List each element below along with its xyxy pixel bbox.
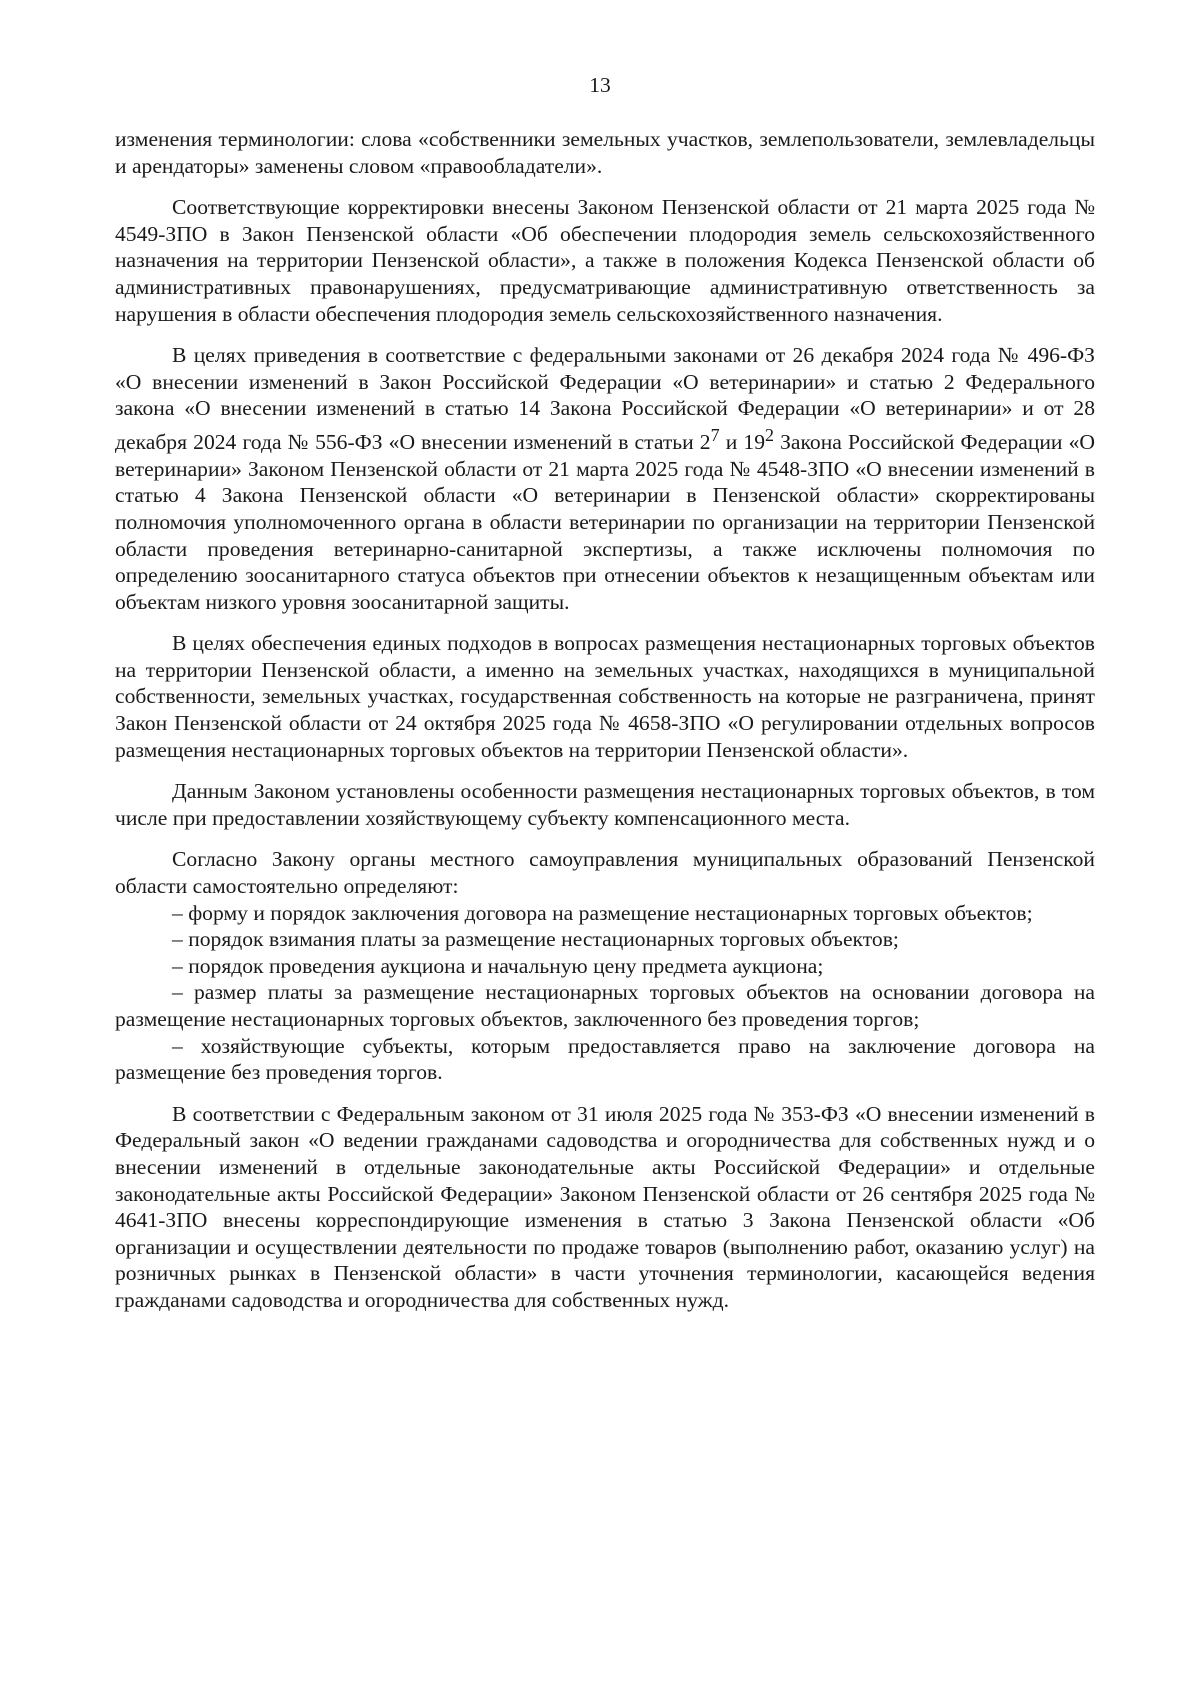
veterinary-text-part-3: Закона Российской Федерации «О ветеринарии» Законом Пензенской области от 21 марта 2025 года № 4548-ЗПО «О внесении изменений в статью 4 Закона Пензенской области «О ветеринарии в Пензенской области» скорректированы полномочия уполномоченного органа в области ветеринарии по организации на территории Пензенской области проведения ветеринарно-санитарной экспертизы, а также исключены полномочия по определению зоосанитарного статуса объектов при отнесении объектов к незащищенным объектам или объектам низкого уровня зоосанитарной защиты. — [115, 430, 1095, 614]
list-item: – размер платы за размещение нестационарных торговых объектов на основании договора на размещение нестационарных торговых объектов, заключенного без проведения торгов; — [115, 980, 1095, 1031]
paragraph-gardening-law: В соответствии с Федеральным законом от 31 июля 2025 года № 353-ФЗ «О внесении изменений в Федеральный закон «О ведении гражданами садоводства и огородничества для собственных нужд и о внесении изменений в отдельные законодательные акты Российской Федерации» и отдельные законодательные акты Российской Федерации» Законом Пензенской области от 26 сентября 2025 года № 4641-ЗПО внесены корреспондирующие изменения в статью 3 Закона Пензенской области «Об организации и осуществлении деятельности по продаже товаров (выполнению работ, оказанию услуг) на розничных рынках в Пензенской области» в части уточнения терминологии, касающейся ведения гражданами садоводства и огородничества для собственных нужд. — [115, 1101, 1095, 1312]
list-item: – порядок взимания платы за размещение нестационарных торговых объектов; — [172, 927, 899, 952]
paragraph-veterinary-law — [115, 342, 1095, 615]
list-item: – порядок проведения аукциона и начальную цену предмета аукциона; — [172, 953, 824, 978]
document-body — [115, 126, 1095, 1329]
paragraph-nonstationary-objects-law: В целях обеспечения единых подходов в вопросах размещения нестационарных торговых объектов на территории Пензенской области, а именно на земельных участках, находящихся в муниципальной собственности, земельных участках, государственная собственность на которые не разграничена, принят Закон Пензенской области от 24 октября 2025 года № 4658-ЗПО «О регулировании отдельных вопросов размещения нестационарных торговых объектов на территории Пензенской области». — [115, 631, 1095, 762]
superscript-7: 7 — [710, 424, 720, 445]
paragraph-continuation: изменения терминологии: слова «собственники земельных участков, землепользователи, землевладельцы и арендаторы» заменены словом «правообладатели». — [115, 127, 1095, 178]
paragraph-law-features: Данным Законом установлены особенности размещения нестационарных торговых объектов, в том числе при предоставлении хозяйствующему субъекту компенсационного места. — [115, 779, 1095, 830]
paragraph-soil-fertility-law: Соответствующие корректировки внесены Законом Пензенской области от 21 марта 2025 года № 4549-ЗПО в Закон Пензенской области «Об обеспечении плодородия земель сельскохозяйственного назначения на территории Пензенской области», а также в положения Кодекса Пензенской области об административных правонарушениях, предусматривающие административную ответственность за нарушения в области обеспечения плодородия земель сельскохозяйственного назначения. — [115, 195, 1095, 326]
list-item: – хозяйствующие субъекты, которым предоставляется право на заключение договора на размещение без проведения торгов. — [115, 1033, 1095, 1085]
list-item: – форму и порядок заключения договора на размещение нестационарных торговых объектов; — [172, 900, 1033, 925]
veterinary-text-part-2: и 19 — [719, 430, 765, 455]
paragraph-local-authorities: Согласно Закону органы местного самоуправления муниципальных образований Пензенской области самостоятельно определяют: — [115, 847, 1095, 899]
superscript-2: 2 — [765, 424, 774, 445]
veterinary-text-part-1: В целях приведения в соответствие с федеральными законами от 26 декабря 2024 года № 496-ФЗ «О внесении изменений в Закон Российской Федерации «О ветеринарии» и статью 2 Федерального закона «О внесении изменений в статью 14 Закона Российской Федерации «О ветеринарии» и от 28 декабря 2024 года № 556-ФЗ «О внесении изменений в статьи 2 — [115, 343, 1095, 455]
local-authority-powers-block — [115, 846, 1095, 1085]
page-number: 13 — [589, 73, 611, 97]
